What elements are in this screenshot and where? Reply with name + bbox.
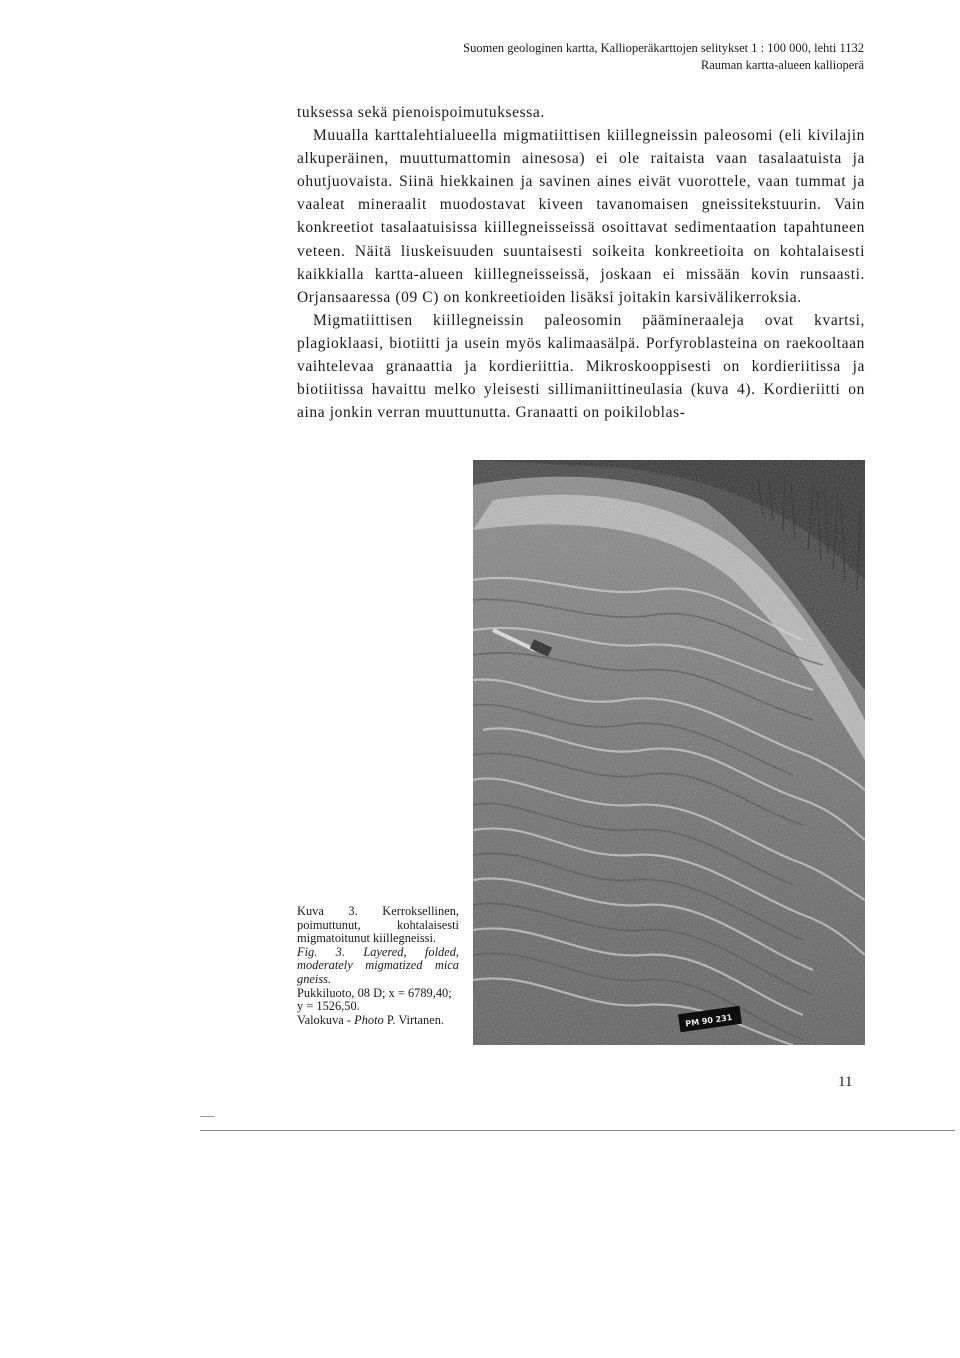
photographer: P. Virtanen. xyxy=(386,1012,445,1027)
photo-tag: PM 90 231 xyxy=(684,1012,733,1029)
caption-english xyxy=(297,946,459,987)
caption-english-label: Fig. 3. xyxy=(297,944,345,959)
header-series: Suomen geologinen kartta, Kallioperäkarttojen selitykset 1 : 100 000, lehti 1132 xyxy=(463,41,864,55)
paragraph: tuksessa sekä pienoispoimutuksessa. xyxy=(297,104,545,121)
paragraph: Migmatiittisen kiillegneissin paleosomin päämineraaleja ovat kvartsi, plagioklaasi, biotiitti ja usein myös kalimaasälpä. Porfyroblasteina on raekooltaan vaihtelevaa granaattia ja kordieriittia. Mikroskooppisesti on kordieriitissa ja biotiitissa havaittu melko yleisesti sillimaniittineulasia (kuva 4). Kordieriitti on aina jonkin verran muuttunutta. Granaatti on poikiloblas- xyxy=(297,311,865,422)
running-header xyxy=(463,40,864,74)
header-area: Rauman kartta-alueen kallioperä xyxy=(700,58,864,72)
scan-mark xyxy=(200,1116,214,1117)
scan-edge-line xyxy=(200,1130,955,1131)
caption-location: Pukkiluoto, 08 D; x = 6789,40; y = 1526,50. xyxy=(297,985,452,1014)
figure-caption xyxy=(297,905,459,1027)
caption-english-text: Layered, folded, moderately migmatized mica gneiss. xyxy=(297,944,459,986)
credit-label: Valokuva - xyxy=(297,1012,352,1027)
figure-photo xyxy=(473,460,865,1045)
page-number: 11 xyxy=(838,1074,853,1090)
body-text xyxy=(297,101,865,424)
paragraph: Muualla karttalehtialueella migmatiittisen kiillegneissin paleosomi (eli kivilajin alkuperäinen, muuttumattomin ainesosa) ei ole raitaista vaan tasalaatuista ja ohutjuovaista. Siinä hiekkainen ja savinen aines eivät vuorottele, vaan tummat ja vaaleat mineraalit muodostavat kiveen tavanomaisen gneissitekstuurin. Vain konkreetiot tasalaatuisissa kiillegneisseissä osoittavat sedimentaation tapahtuneen veteen. Näitä liuskeisuuden suuntaisesti soikeita konkreetioita on kohtalaisesti kaikkialla kartta-alueen kiillegneisseissä, joskaan ei missään kovin runsaasti. Orjansaaressa (09 C) on konkreetioiden lisäksi joitakin karsivälikerroksia. xyxy=(297,127,865,306)
caption-finnish: Kuva 3. Kerroksellinen, poimuttunut, kohtalaisesti migmatoitunut kiillegneissi. xyxy=(297,904,459,946)
rock-outcrop-photo xyxy=(473,460,865,1045)
caption-credit xyxy=(297,1014,459,1028)
credit-label-en: Photo xyxy=(354,1012,384,1027)
